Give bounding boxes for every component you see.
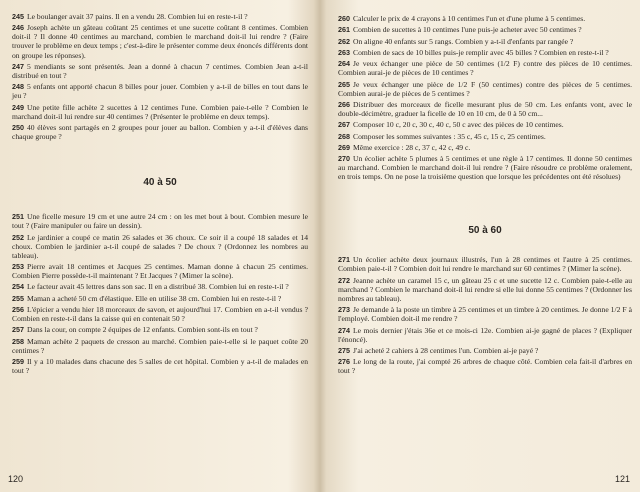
- exercise-number: 271: [338, 255, 350, 265]
- exercise-number: 272: [338, 275, 350, 285]
- exercise-text: 5 mendiants se sont présentés. Jean a donné à chacun 7 centimes. Combien Jean a-t-il distribué en tout ?: [12, 61, 308, 80]
- exercise-text: On aligne 40 enfants sur 5 rangs. Combien y a-t-il d'enfants par rangée ?: [353, 36, 574, 46]
- exercise-text: J'ai acheté 2 cahiers à 28 centimes l'un. Combien ai-je payé ?: [353, 345, 539, 355]
- exercise-264: [338, 59, 632, 77]
- exercise-number: 247: [12, 61, 24, 71]
- section-heading-50-60: 50 à 60: [468, 225, 502, 237]
- exercise-258: [12, 337, 308, 355]
- exercise-256: [12, 305, 308, 323]
- exercise-text: Un écolier achète 5 plumes à 5 centimes et une règle à 17 centimes. Il donne 50 centimes au marchand. Combien le marchand doit-il lui rendre ? (Faire résoudre ce problème oralement, en trois temps. On ne pose la troisième question que lorsque les précédentes ont été résolues): [338, 154, 632, 182]
- exercise-text: Un écolier achète deux journaux illustrés, l'un à 28 centimes et l'autre à 25 centimes. Combien paie-t-il ? Combien doit lui rendre le marchand sur 60 centimes ? (Mimer la scène).: [338, 255, 632, 274]
- right-column: [338, 14, 632, 378]
- exercise-number: 257: [12, 325, 24, 335]
- exercise-number: 249: [12, 102, 24, 112]
- exercise-261: [338, 25, 632, 34]
- exercise-text: 5 enfants ont apporté chacun 8 billes pour jouer. Combien y a-t-il de billes en tout dans le jeu ?: [12, 82, 308, 101]
- exercise-text: Calculer le prix de 4 crayons à 10 centimes l'un et d'une plume à 5 centimes.: [353, 14, 586, 23]
- exercise-number: 245: [12, 12, 24, 21]
- exercise-270: [338, 154, 632, 181]
- exercise-text: Combien de sacs de 10 billes puis-je remplir avec 45 billes ? Combien en reste-t-il ?: [353, 47, 609, 57]
- exercise-263: [338, 48, 632, 57]
- exercise-246: [12, 23, 308, 59]
- exercise-268: [338, 132, 632, 141]
- exercise-text: Je veux échanger une pièce de 50 centimes (1/2 F) contre des pièces de 10 centimes. Combien aurai-je de pièces de 10 centimes ?: [338, 59, 632, 78]
- exercise-text: Une petite fille achète 2 sucettes à 12 centimes l'une. Combien paie-t-elle ? Combien le marchand doit-il lui rendre sur 40 centimes ? (Présenter le problème en deux temps).: [12, 102, 308, 121]
- exercise-245: [12, 12, 308, 21]
- exercise-259: [12, 357, 308, 375]
- exercise-number: 264: [338, 59, 350, 69]
- exercise-number: 268: [338, 131, 350, 141]
- exercise-252: [12, 233, 308, 260]
- exercise-number: 267: [338, 120, 350, 130]
- exercise-number: 270: [338, 154, 350, 164]
- right-page: [322, 0, 640, 492]
- exercise-265: [338, 80, 632, 98]
- exercise-text: Jeanne achète un caramel 15 c, un gâteau 25 c et une sucette 12 c. Combien paie-t-elle au marchand ? Combien le marchand doit-il lui rendre si elle lui donne 55 centimes ? (Ordonner les nombres au tableau).: [338, 275, 632, 303]
- exercise-267: [338, 120, 632, 129]
- exercise-274: [338, 326, 632, 344]
- exercise-text: Le jardinier a coupé ce matin 26 salades et 36 choux. Ce soir il a coupé 18 salades et 14 choux. Combien le jardinier a-t-il coupé de salades ? De choux ? (Ordonnez les nombres au tableau).: [12, 232, 308, 260]
- exercise-257: [12, 325, 308, 334]
- exercise-number: 260: [338, 14, 350, 23]
- exercise-text: Pierre avait 18 centimes et Jacques 25 centimes. Maman donne à chacun 25 centimes. Combien Pierre possède-t-il maintenant ? Et Jacques ? (Mimer la scène).: [12, 262, 308, 281]
- left-page: [0, 0, 318, 492]
- exercise-number: 251: [12, 212, 24, 222]
- exercise-number: 256: [12, 304, 24, 314]
- exercise-number: 255: [12, 293, 24, 303]
- exercise-249: [12, 103, 308, 121]
- exercise-text: L'épicier a vendu hier 18 morceaux de savon, et aujourd'hui 17. Combien en a-t-il vendus ? Combien en reste-t-il dans la caisse qui en contenait 50 ?: [12, 304, 308, 324]
- exercise-255: [12, 294, 308, 303]
- exercise-text: Dans la cour, on compte 2 équipes de 12 enfants. Combien sont-ils en tout ?: [27, 325, 258, 335]
- exercise-271: [338, 255, 632, 273]
- exercise-251: [12, 212, 308, 230]
- exercise-text: Même exercice : 28 c, 37 c, 42 c, 49 c.: [353, 142, 471, 152]
- exercise-text: Le mois dernier j'étais 36e et ce mois-ci 12e. Combien ai-je gagné de places ? (Expliquer l'énoncé).: [338, 325, 632, 344]
- exercise-253: [12, 262, 308, 280]
- exercise-254: [12, 282, 308, 291]
- section-heading-40-50: 40 à 50: [143, 177, 177, 189]
- exercise-text: Composer les sommes suivantes : 35 c, 45 c, 15 c, 25 centimes.: [353, 131, 546, 141]
- exercise-group-35-40: [12, 12, 308, 141]
- exercise-number: 273: [338, 305, 350, 315]
- exercise-number: 259: [12, 356, 24, 366]
- exercise-text: Je demande à la poste un timbre à 25 centimes et un timbre à 20 centimes. Je donne 1/2 F à l'employé. Combien doit-il me rendre ?: [338, 305, 632, 324]
- exercise-number: 248: [12, 82, 24, 92]
- exercise-number: 269: [338, 142, 350, 152]
- exercise-273: [338, 305, 632, 323]
- left-column: [12, 12, 308, 377]
- exercise-text: Maman achète 2 paquets de cresson au marché. Combien paie-t-elle si le paquet coûte 20 centimes ?: [12, 336, 308, 355]
- exercise-group-45-50: [338, 14, 632, 181]
- exercise-number: 275: [338, 345, 350, 355]
- exercise-number: 261: [338, 25, 350, 35]
- exercise-275: [338, 346, 632, 355]
- exercise-group-50-60: [338, 255, 632, 375]
- exercise-number: 250: [12, 122, 24, 132]
- exercise-number: 265: [338, 79, 350, 89]
- exercise-248: [12, 82, 308, 100]
- page-number-left: 120: [8, 474, 24, 484]
- exercise-text: Il y a 10 malades dans chacune des 5 salles de cet hôpital. Combien y a-t-il de malades en tout ?: [12, 356, 308, 376]
- exercise-number: 262: [338, 36, 350, 46]
- exercise-text: Je veux échanger une pièce de 1/2 F (50 centimes) contre des pièces de 5 centimes. Combien aurai-je de pièces de 5 centimes ?: [338, 79, 632, 98]
- exercise-276: [338, 357, 632, 375]
- exercise-262: [338, 37, 632, 46]
- exercise-number: 276: [338, 357, 350, 367]
- exercise-272: [338, 276, 632, 303]
- exercise-text: Le facteur avait 45 lettres dans son sac. Il en a distribué 38. Combien lui en reste-t-il ?: [27, 282, 289, 292]
- exercise-text: Le long de la route, j'ai compté 26 arbres de chaque côté. Combien cela fait-il d'arbres en tout ?: [338, 357, 632, 376]
- exercise-number: 263: [338, 47, 350, 57]
- exercise-number: 258: [12, 336, 24, 346]
- exercise-266: [338, 100, 632, 118]
- exercise-247: [12, 62, 308, 80]
- exercise-number: 274: [338, 325, 350, 335]
- exercise-text: Combien de sucettes à 10 centimes l'une puis-je acheter avec 50 centimes ?: [353, 25, 582, 35]
- exercise-number: 266: [338, 99, 350, 109]
- exercise-text: Distribuer des morceaux de ficelle mesurant plus de 50 cm. Les enfants vont, avec le double-décimètre, graduer la ficelle de 10 en 10 cm, de 0 à 50 cm...: [338, 99, 632, 118]
- exercise-number: 254: [12, 282, 24, 292]
- exercise-text: Composer 10 c, 20 c, 30 c, 40 c, 50 c avec des pièces de 10 centimes.: [353, 120, 564, 130]
- exercise-260: [338, 14, 632, 23]
- exercise-269: [338, 143, 632, 152]
- exercise-250: [12, 123, 308, 141]
- exercise-number: 252: [12, 232, 24, 242]
- exercise-text: Maman a acheté 50 cm d'élastique. Elle en utilise 38 cm. Combien lui en reste-t-il ?: [27, 293, 282, 303]
- exercise-number: 246: [12, 23, 24, 33]
- exercise-group-40-50: [12, 212, 308, 375]
- exercise-text: Une ficelle mesure 19 cm et une autre 24 cm : on les met bout à bout. Combien mesure le tout ? (Faire manipuler ou faire un dessin).: [12, 212, 308, 231]
- exercise-text: 40 élèves sont partagés en 2 groupes pour jouer au ballon. Combien y a-t-il d'élèves dans chaque groupe ?: [12, 122, 308, 142]
- exercise-text: Le boulanger avait 37 pains. Il en a vendu 28. Combien lui en reste-t-il ?: [27, 12, 248, 21]
- page-number-right: 121: [614, 474, 630, 484]
- exercise-text: Joseph achète un gâteau coûtant 25 centimes et une sucette coûtant 8 centimes. Combien doit-il ? Il donne 40 centimes au marchand, combien le marchand doit-il lui rendre ? (Faire trouver le problème en deux temps ; c'est-à-dire le présenter comme deux énoncés différents dont on groupe les réponses).: [12, 23, 308, 60]
- exercise-number: 253: [12, 262, 24, 271]
